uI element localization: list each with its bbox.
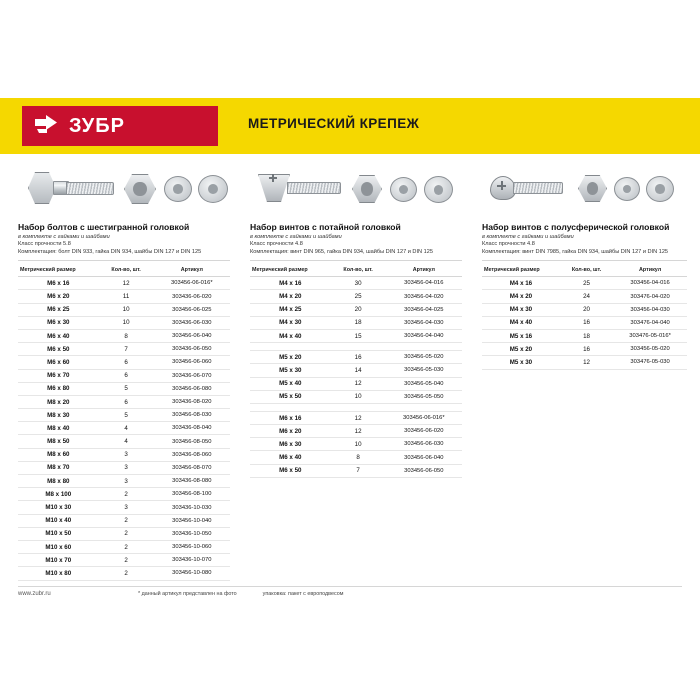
table-row (250, 438, 462, 451)
hex-nut-icon (124, 174, 156, 204)
table-row (250, 351, 462, 364)
cell-article: 303436-10-070 (154, 554, 230, 567)
bolt-thread (66, 182, 114, 195)
cell-size: M8 x 40 (18, 422, 99, 435)
cell-article: 303436-10-030 (154, 501, 230, 514)
table-row (18, 422, 230, 435)
column-title: Набор болтов с шестигранной головкой (18, 222, 190, 232)
zubr-arrow-icon (35, 115, 62, 137)
table-body-col1 (18, 277, 230, 580)
table-row (18, 540, 230, 553)
cell-article: 303456-06-025 (154, 303, 230, 316)
cell-size: M8 x 60 (18, 448, 99, 461)
cell-size: M8 x 100 (18, 488, 99, 501)
table-row-spacer (250, 403, 462, 411)
cell-qty: 15 (331, 329, 386, 342)
spring-washer-icon (390, 177, 417, 202)
th-article: Артикул (154, 264, 230, 277)
cell-qty: 20 (560, 303, 613, 316)
cell-article: 303436-06-050 (154, 343, 230, 356)
table-row (250, 277, 462, 290)
flat-washer-icon (198, 175, 228, 203)
table-row (250, 451, 462, 464)
cell-article: 303456-06-030 (386, 438, 462, 451)
table-row (18, 435, 230, 448)
column-sub-kit: в комплекте с гайками и шайбами (250, 234, 342, 240)
table-header-row (18, 264, 230, 277)
table-row (18, 382, 230, 395)
column-sub-class: Класс прочности 4.8 (482, 241, 535, 248)
spring-washer-icon (164, 176, 192, 202)
cell-article: 303456-10-080 (154, 567, 230, 580)
cell-size: M10 x 40 (18, 514, 99, 527)
cell-qty: 12 (99, 277, 154, 290)
table-row (250, 364, 462, 377)
cell-size: M8 x 80 (18, 475, 99, 488)
table-row (482, 343, 687, 356)
table-row (250, 303, 462, 316)
cell-article: 303456-04-030 (386, 316, 462, 329)
table-body-col3 (482, 277, 687, 369)
table-row (18, 356, 230, 369)
cell-qty: 8 (331, 451, 386, 464)
product-column-pan-head-screws (482, 160, 687, 370)
cell-qty: 24 (560, 290, 613, 303)
table-row (250, 464, 462, 477)
table-row (18, 554, 230, 567)
phillips-slot-icon (272, 174, 274, 182)
cell-qty: 12 (331, 411, 386, 424)
cell-qty: 25 (331, 290, 386, 303)
table-row (18, 567, 230, 580)
cell-article: 303456-06-060 (154, 356, 230, 369)
cell-article: 303456-05-020 (386, 351, 462, 364)
cell-size: M4 x 16 (250, 277, 331, 290)
cell-article: 303456-06-016* (154, 277, 230, 290)
cell-qty: 6 (99, 395, 154, 408)
column-sub-standards: Комплектация: винт DIN 965, гайка DIN 934, шайбы DIN 127 и DIN 125 (250, 248, 433, 255)
th-article: Артикул (613, 264, 687, 277)
cell-article: 303456-06-040 (154, 329, 230, 342)
cell-article: 303456-05-020 (613, 343, 687, 356)
table-row (482, 356, 687, 369)
table-row (18, 290, 230, 303)
page-title: МЕТРИЧЕСКИЙ КРЕПЕЖ (248, 116, 420, 131)
cell-qty: 12 (560, 356, 613, 369)
product-table (250, 264, 462, 478)
cell-article: 303456-08-070 (154, 461, 230, 474)
cell-size: M10 x 30 (18, 501, 99, 514)
cell-qty: 3 (99, 501, 154, 514)
column-sub-class: Класс прочности 5.8 (18, 241, 71, 248)
table-row (250, 411, 462, 424)
cell-qty: 11 (99, 290, 154, 303)
table-row (18, 475, 230, 488)
cell-size: M6 x 30 (18, 316, 99, 329)
table-row (250, 290, 462, 303)
cell-qty: 18 (560, 329, 613, 342)
th-article: Артикул (386, 264, 462, 277)
table-row (18, 461, 230, 474)
cell-qty: 3 (99, 448, 154, 461)
cell-article: 303456-10-040 (154, 514, 230, 527)
table-row (18, 316, 230, 329)
product-column-hex-bolts (18, 160, 230, 581)
cell-size: M4 x 20 (250, 290, 331, 303)
table-row (482, 277, 687, 290)
th-size: Метрический размер (250, 264, 331, 277)
cell-article: 303436-08-060 (154, 448, 230, 461)
cell-article: 303456-04-040 (386, 329, 462, 342)
table-row (482, 329, 687, 342)
cell-article: 303456-08-100 (154, 488, 230, 501)
cell-size: M6 x 16 (18, 277, 99, 290)
phillips-slot-icon (501, 181, 503, 190)
cell-article: 303456-08-030 (154, 409, 230, 422)
table-row (18, 514, 230, 527)
cell-qty: 4 (99, 435, 154, 448)
cell-qty: 5 (99, 382, 154, 395)
cell-size: M6 x 60 (18, 356, 99, 369)
cell-size: M10 x 50 (18, 527, 99, 540)
cell-article: 303456-04-016 (613, 277, 687, 290)
table-row (18, 395, 230, 408)
cell-size: M6 x 50 (250, 464, 331, 477)
cell-qty: 16 (331, 351, 386, 364)
cell-size: M6 x 40 (18, 329, 99, 342)
cell-article: 303456-05-040 (386, 377, 462, 390)
cell-size: M4 x 40 (482, 316, 560, 329)
cell-size: M4 x 30 (250, 316, 331, 329)
table-row (482, 316, 687, 329)
table-header-row (482, 264, 687, 277)
hex-nut-icon (352, 175, 382, 203)
table-row (250, 316, 462, 329)
cell-size: M5 x 20 (482, 343, 560, 356)
table-row (18, 409, 230, 422)
cell-qty: 2 (99, 540, 154, 553)
cell-qty: 6 (99, 369, 154, 382)
table-row (18, 448, 230, 461)
cell-qty: 3 (99, 461, 154, 474)
table-row (18, 488, 230, 501)
th-size: Метрический размер (482, 264, 560, 277)
cell-qty: 10 (99, 303, 154, 316)
hex-nut-icon (578, 175, 607, 202)
brand-logo (22, 106, 218, 146)
column-title: Набор винтов с потайной головкой (250, 222, 401, 232)
cell-size: M5 x 20 (250, 351, 331, 364)
th-qty: Кол-во, шт. (560, 264, 613, 277)
table-row-spacer (250, 343, 462, 351)
cell-article: 303436-06-030 (154, 316, 230, 329)
cell-qty: 20 (331, 303, 386, 316)
cell-size: M10 x 70 (18, 554, 99, 567)
divider (250, 260, 462, 261)
table-row (18, 527, 230, 540)
header-band (0, 98, 700, 154)
table-row (250, 377, 462, 390)
table-row (250, 425, 462, 438)
footnote-packaging: упаковка: пакет с европодвесом (262, 591, 344, 597)
cell-article: 303456-04-025 (386, 303, 462, 316)
column-sub-standards: Комплектация: болт DIN 933, гайка DIN 934, шайбы DIN 127 и DIN 125 (18, 248, 202, 255)
footnote-photo: * данный артикул представлен на фото (138, 591, 237, 597)
cell-qty: 7 (331, 464, 386, 477)
cell-article: 303456-06-020 (386, 425, 462, 438)
table-row (482, 290, 687, 303)
cell-size: M6 x 70 (18, 369, 99, 382)
cell-size: M5 x 50 (250, 390, 331, 403)
cell-article: 303436-06-020 (154, 290, 230, 303)
th-qty: Кол-во, шт. (99, 264, 154, 277)
table-row (18, 329, 230, 342)
cell-article: 303456-10-060 (154, 540, 230, 553)
cell-size: M6 x 80 (18, 382, 99, 395)
cell-article: 303456-04-030 (613, 303, 687, 316)
cell-article: 303436-08-040 (154, 422, 230, 435)
cell-size: M4 x 25 (250, 303, 331, 316)
cell-article: 303476-05-016* (613, 329, 687, 342)
table-row (250, 390, 462, 403)
cell-qty: 3 (99, 475, 154, 488)
table-header-row (250, 264, 462, 277)
product-table (18, 264, 230, 580)
cell-qty: 4 (99, 422, 154, 435)
cell-article: 303476-04-020 (613, 290, 687, 303)
cell-article: 303456-05-030 (386, 364, 462, 377)
cell-size: M4 x 30 (482, 303, 560, 316)
cell-article: 303456-06-016* (386, 411, 462, 424)
cell-qty: 12 (331, 425, 386, 438)
flat-washer-icon (646, 176, 674, 202)
cell-qty: 2 (99, 567, 154, 580)
column-sub-class: Класс прочности 4.8 (250, 241, 303, 248)
artwork-hex-bolt-set (18, 160, 230, 222)
cell-article: 303436-08-080 (154, 475, 230, 488)
screw-thread (287, 182, 341, 194)
cell-qty: 2 (99, 488, 154, 501)
cell-article: 303456-06-080 (154, 382, 230, 395)
table-row (18, 277, 230, 290)
table-row (18, 501, 230, 514)
cell-size: M5 x 40 (250, 377, 331, 390)
table-row (18, 343, 230, 356)
divider (482, 260, 687, 261)
cell-qty: 2 (99, 514, 154, 527)
table-row (482, 303, 687, 316)
column-title: Набор винтов с полусферической головкой (482, 222, 670, 232)
website-link[interactable]: www.zubr.ru (18, 591, 51, 597)
cell-size: M8 x 50 (18, 435, 99, 448)
cell-qty: 12 (331, 377, 386, 390)
cell-size: M8 x 70 (18, 461, 99, 474)
cell-size: M5 x 16 (482, 329, 560, 342)
cell-size: M4 x 40 (250, 329, 331, 342)
cell-article: 303456-04-016 (386, 277, 462, 290)
cell-qty: 2 (99, 554, 154, 567)
cell-qty: 10 (99, 316, 154, 329)
brand-name: ЗУБР (69, 114, 125, 137)
table-body-col2 (250, 277, 462, 478)
artwork-countersunk-screw-set (250, 160, 462, 222)
cell-size: M5 x 30 (250, 364, 331, 377)
cell-qty: 18 (331, 316, 386, 329)
artwork-pan-head-screw-set (482, 160, 687, 222)
cell-article: 303456-08-050 (154, 435, 230, 448)
spring-washer-icon (614, 177, 640, 201)
table-row (18, 369, 230, 382)
cell-article: 303456-05-050 (386, 390, 462, 403)
cell-qty: 8 (99, 329, 154, 342)
footer (18, 586, 682, 597)
cell-article: 303436-10-050 (154, 527, 230, 540)
cell-article: 303436-06-070 (154, 369, 230, 382)
cell-size: M4 x 20 (482, 290, 560, 303)
cell-size: M10 x 80 (18, 567, 99, 580)
divider (18, 260, 230, 261)
hex-head-icon (28, 172, 56, 204)
cell-article: 303476-04-040 (613, 316, 687, 329)
table-row (18, 303, 230, 316)
th-qty: Кол-во, шт. (331, 264, 386, 277)
column-sub-standards: Комплектация: винт DIN 7985, гайка DIN 934, шайбы DIN 127 и DIN 125 (482, 248, 669, 255)
cell-size: M6 x 40 (250, 451, 331, 464)
cell-size: M5 x 30 (482, 356, 560, 369)
cell-size: M6 x 16 (250, 411, 331, 424)
flat-washer-icon (424, 176, 453, 203)
cell-qty: 30 (331, 277, 386, 290)
cell-size: M6 x 20 (250, 425, 331, 438)
column-sub-kit: в комплекте с гайками и шайбами (482, 234, 574, 240)
cell-size: M6 x 20 (18, 290, 99, 303)
cell-size: M6 x 50 (18, 343, 99, 356)
cell-qty: 25 (560, 277, 613, 290)
table-row (250, 329, 462, 342)
product-table (482, 264, 687, 369)
cell-qty: 10 (331, 438, 386, 451)
cell-size: M10 x 60 (18, 540, 99, 553)
column-sub-kit: в комплекте с гайками и шайбами (18, 234, 110, 240)
cell-size: M8 x 30 (18, 409, 99, 422)
cell-qty: 10 (331, 390, 386, 403)
cell-article: 303456-06-050 (386, 464, 462, 477)
cell-size: M4 x 16 (482, 277, 560, 290)
cell-article: 303476-05-030 (613, 356, 687, 369)
cell-article: 303456-04-020 (386, 290, 462, 303)
th-size: Метрический размер (18, 264, 99, 277)
screw-thread (513, 182, 563, 194)
cell-qty: 16 (560, 316, 613, 329)
cell-qty: 5 (99, 409, 154, 422)
cell-size: M6 x 30 (250, 438, 331, 451)
cell-qty: 2 (99, 527, 154, 540)
cell-size: M8 x 20 (18, 395, 99, 408)
cell-article: 303436-08-020 (154, 395, 230, 408)
cell-qty: 7 (99, 343, 154, 356)
cell-qty: 14 (331, 364, 386, 377)
product-column-countersunk-screws (250, 160, 462, 478)
cell-article: 303456-06-040 (386, 451, 462, 464)
cell-size: M6 x 25 (18, 303, 99, 316)
cell-qty: 16 (560, 343, 613, 356)
cell-qty: 6 (99, 356, 154, 369)
